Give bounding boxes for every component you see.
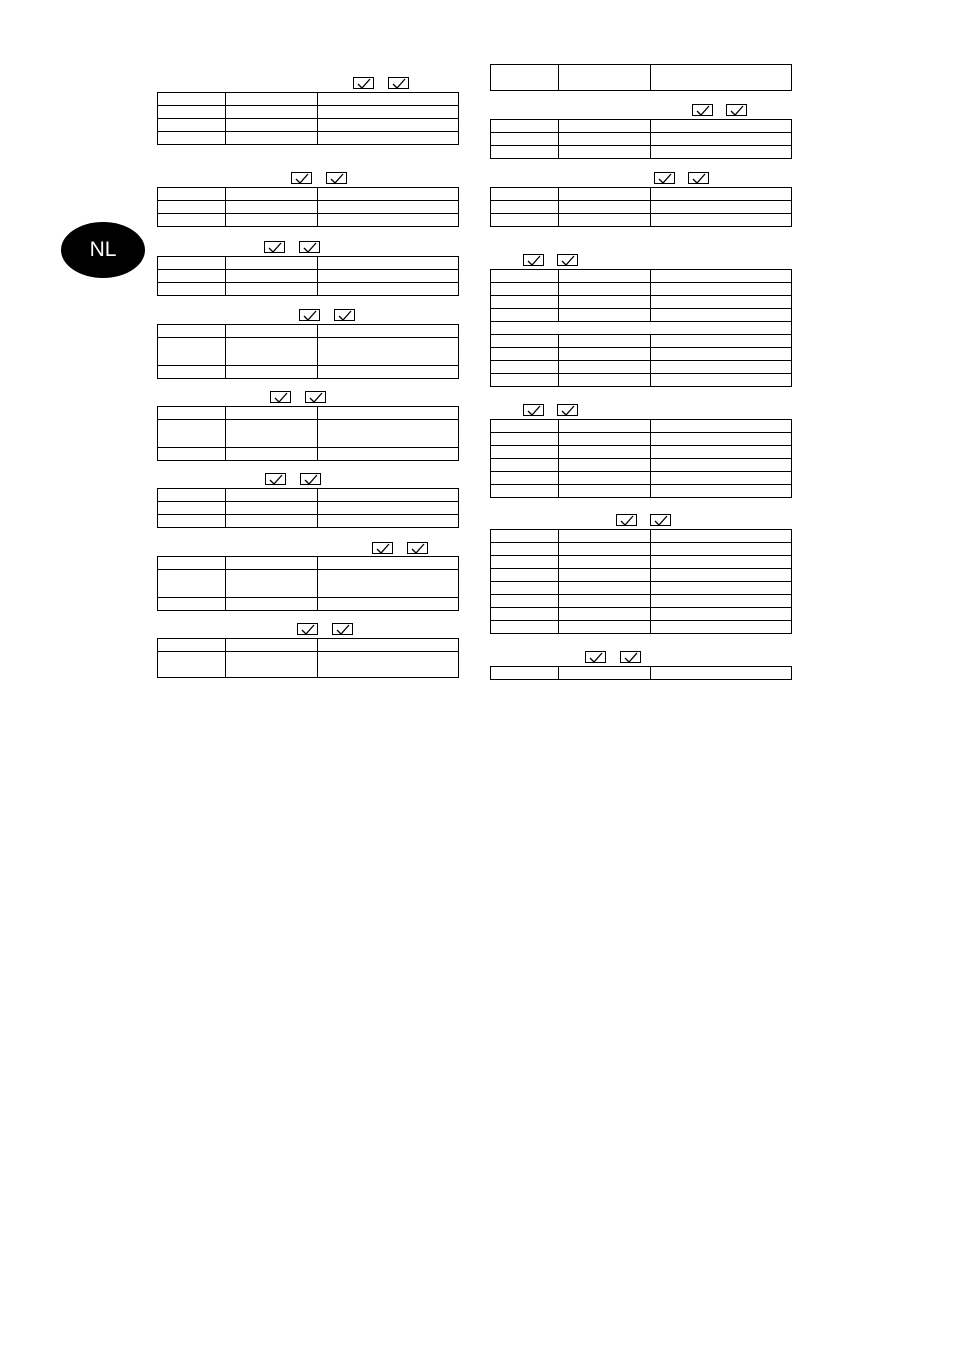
check-icon	[303, 310, 317, 321]
table-cell[interactable]	[559, 348, 651, 361]
table-cell[interactable]	[651, 446, 792, 459]
table-cell[interactable]	[559, 459, 651, 472]
table-cell[interactable]	[158, 366, 226, 379]
table-cell[interactable]	[491, 335, 559, 348]
table-cell[interactable]	[651, 65, 792, 91]
table-cell[interactable]	[651, 335, 792, 348]
table-row	[158, 201, 459, 214]
form-table-l4	[157, 324, 459, 379]
form-table-l2	[157, 187, 459, 227]
table-row	[491, 556, 792, 569]
table-row	[158, 366, 459, 379]
table-cell[interactable]	[318, 652, 459, 678]
table-cell[interactable]	[226, 598, 318, 611]
checkbox-l7-2[interactable]	[407, 542, 428, 554]
table-cell[interactable]	[226, 93, 318, 106]
table-cell[interactable]	[318, 93, 459, 106]
table-cell[interactable]	[158, 570, 226, 598]
table-row	[158, 448, 459, 461]
table-cell[interactable]	[226, 570, 318, 598]
form-table-r3	[490, 269, 792, 387]
table-row	[491, 582, 792, 595]
table-row	[491, 296, 792, 309]
table-cell[interactable]	[491, 270, 559, 283]
table-row	[491, 374, 792, 387]
checkbox-r5-2[interactable]	[650, 514, 671, 526]
check-icon	[730, 105, 744, 116]
checkbox-l3-2[interactable]	[299, 241, 320, 253]
table-cell[interactable]	[559, 530, 651, 543]
table-cell[interactable]	[158, 257, 226, 270]
table-cell[interactable]	[651, 146, 792, 159]
form-table-r0	[490, 64, 792, 91]
table-cell[interactable]	[651, 348, 792, 361]
table-row	[158, 106, 459, 119]
table-cell[interactable]	[318, 570, 459, 598]
table-cell[interactable]	[491, 374, 559, 387]
table-row	[491, 270, 792, 283]
table-cell[interactable]	[559, 420, 651, 433]
table-cell[interactable]	[651, 459, 792, 472]
table-cell[interactable]	[318, 338, 459, 366]
table-row	[158, 270, 459, 283]
check-icon	[269, 474, 283, 485]
table-cell[interactable]	[559, 485, 651, 498]
table-row	[491, 608, 792, 621]
table-cell[interactable]	[158, 214, 226, 227]
checkbox-l6-1[interactable]	[265, 473, 286, 485]
table-cell[interactable]	[491, 446, 559, 459]
table-row	[491, 621, 792, 634]
table-row	[158, 420, 459, 448]
table-cell[interactable]	[559, 472, 651, 485]
check-icon	[620, 515, 634, 526]
table-cell[interactable]	[559, 188, 651, 201]
table-cell[interactable]	[651, 283, 792, 296]
table-cell[interactable]	[158, 338, 226, 366]
check-icon	[624, 652, 638, 663]
form-table-r2	[490, 187, 792, 227]
table-cell[interactable]	[651, 120, 792, 133]
table-cell[interactable]	[318, 515, 459, 528]
table-cell[interactable]	[491, 582, 559, 595]
table-cell[interactable]	[226, 652, 318, 678]
check-icon	[303, 242, 317, 253]
checkbox-l4-1[interactable]	[299, 309, 320, 321]
table-cell[interactable]	[318, 270, 459, 283]
table-cell[interactable]	[318, 448, 459, 461]
table-cell[interactable]	[491, 296, 559, 309]
table-cell[interactable]	[491, 472, 559, 485]
table-row	[491, 667, 792, 680]
table-cell[interactable]	[491, 621, 559, 634]
table-row	[158, 338, 459, 366]
table-row	[491, 188, 792, 201]
table-cell[interactable]	[318, 119, 459, 132]
form-table-l5	[157, 406, 459, 461]
table-cell[interactable]	[158, 119, 226, 132]
table-cell[interactable]	[559, 543, 651, 556]
checkbox-l3-1[interactable]	[264, 241, 285, 253]
table-cell[interactable]	[318, 257, 459, 270]
table-cell[interactable]	[226, 515, 318, 528]
table-cell[interactable]	[559, 433, 651, 446]
table-cell[interactable]	[491, 667, 559, 680]
table-cell[interactable]	[491, 133, 559, 146]
table-row	[491, 322, 792, 335]
check-icon	[309, 392, 323, 403]
table-cell[interactable]	[226, 420, 318, 448]
check-icon	[561, 255, 575, 266]
table-cell[interactable]	[226, 325, 318, 338]
table-cell[interactable]	[226, 188, 318, 201]
table-cell[interactable]	[158, 325, 226, 338]
table-cell[interactable]	[158, 407, 226, 420]
checkbox-l2-2[interactable]	[326, 172, 347, 184]
table-cell[interactable]	[318, 420, 459, 448]
table-cell[interactable]	[491, 283, 559, 296]
table-cell[interactable]	[651, 420, 792, 433]
table-cell[interactable]	[158, 502, 226, 515]
check-icon	[304, 474, 318, 485]
table-cell[interactable]	[651, 270, 792, 283]
table-cell[interactable]	[651, 485, 792, 498]
table-cell[interactable]	[158, 132, 226, 145]
table-cell[interactable]	[318, 598, 459, 611]
table-row	[158, 639, 459, 652]
check-icon	[527, 405, 541, 416]
table-row	[158, 407, 459, 420]
table-cell[interactable]	[559, 621, 651, 634]
table-cell[interactable]	[226, 270, 318, 283]
table-cell[interactable]	[491, 459, 559, 472]
checkbox-r4-1[interactable]	[523, 404, 544, 416]
table-row	[158, 93, 459, 106]
table-cell[interactable]	[226, 502, 318, 515]
check-icon	[411, 543, 425, 554]
table-cell[interactable]	[318, 283, 459, 296]
table-cell[interactable]	[226, 448, 318, 461]
form-table-l1	[157, 92, 459, 145]
table-cell[interactable]	[559, 582, 651, 595]
check-icon	[338, 310, 352, 321]
table-cell[interactable]	[651, 530, 792, 543]
table-cell[interactable]	[226, 132, 318, 145]
table-cell[interactable]	[651, 621, 792, 634]
check-icon	[376, 543, 390, 554]
table-cell[interactable]	[491, 543, 559, 556]
table-cell[interactable]	[226, 639, 318, 652]
checkbox-l6-2[interactable]	[300, 473, 321, 485]
check-icon	[392, 78, 406, 89]
table-cell[interactable]	[559, 374, 651, 387]
table-cell[interactable]	[559, 201, 651, 214]
table-row	[491, 433, 792, 446]
check-icon	[561, 405, 575, 416]
table-row	[491, 420, 792, 433]
table-cell[interactable]	[318, 557, 459, 570]
table-cell[interactable]	[226, 366, 318, 379]
table-cell[interactable]	[559, 283, 651, 296]
table-cell[interactable]	[491, 120, 559, 133]
table-cell[interactable]	[158, 270, 226, 283]
table-cell[interactable]	[559, 309, 651, 322]
form-table-l3	[157, 256, 459, 296]
checkbox-l4-2[interactable]	[334, 309, 355, 321]
checkbox-l5-2[interactable]	[305, 391, 326, 403]
table-cell[interactable]	[491, 348, 559, 361]
table-row	[158, 598, 459, 611]
table-cell[interactable]	[158, 93, 226, 106]
checkbox-l2-1[interactable]	[291, 172, 312, 184]
table-cell[interactable]	[158, 557, 226, 570]
table-cell[interactable]	[318, 489, 459, 502]
table-cell[interactable]	[158, 283, 226, 296]
table-cell[interactable]	[226, 214, 318, 227]
table-cell[interactable]	[559, 335, 651, 348]
table-cell[interactable]	[491, 433, 559, 446]
table-cell[interactable]	[651, 543, 792, 556]
table-cell[interactable]	[158, 598, 226, 611]
table-cell[interactable]	[559, 608, 651, 621]
checkbox-r5-1[interactable]	[616, 514, 637, 526]
checkbox-l8-1[interactable]	[297, 623, 318, 635]
table-row	[158, 257, 459, 270]
table-row	[491, 485, 792, 498]
checkbox-r4-2[interactable]	[557, 404, 578, 416]
check-icon	[658, 173, 672, 184]
table-cell[interactable]	[651, 133, 792, 146]
form-table-l8	[157, 638, 459, 678]
table-cell[interactable]	[226, 119, 318, 132]
table-cell[interactable]	[158, 201, 226, 214]
table-cell[interactable]	[491, 556, 559, 569]
form-table-l6	[157, 488, 459, 528]
table-row	[491, 361, 792, 374]
checkbox-l8-2[interactable]	[332, 623, 353, 635]
check-icon	[301, 624, 315, 635]
table-row	[491, 120, 792, 133]
table-row	[158, 132, 459, 145]
checkbox-r1-1[interactable]	[692, 104, 713, 116]
checkbox-r1-2[interactable]	[726, 104, 747, 116]
table-row	[491, 335, 792, 348]
table-cell[interactable]	[158, 188, 226, 201]
table-cell[interactable]	[559, 569, 651, 582]
table-row	[491, 459, 792, 472]
table-cell[interactable]	[158, 420, 226, 448]
table-cell[interactable]	[651, 472, 792, 485]
check-icon	[696, 105, 710, 116]
table-cell[interactable]	[318, 214, 459, 227]
table-cell[interactable]	[651, 361, 792, 374]
checkbox-r2-1[interactable]	[654, 172, 675, 184]
check-icon	[268, 242, 282, 253]
table-cell[interactable]	[158, 448, 226, 461]
table-cell[interactable]	[559, 446, 651, 459]
table-cell[interactable]	[651, 201, 792, 214]
table-cell[interactable]	[491, 322, 792, 335]
table-row	[491, 214, 792, 227]
table-cell[interactable]	[491, 146, 559, 159]
language-badge-label: NL	[89, 238, 117, 261]
table-cell[interactable]	[651, 374, 792, 387]
table-cell[interactable]	[226, 106, 318, 119]
table-cell[interactable]	[651, 667, 792, 680]
check-icon	[357, 78, 371, 89]
table-cell[interactable]	[559, 214, 651, 227]
table-row	[158, 188, 459, 201]
table-row	[491, 348, 792, 361]
table-row	[158, 502, 459, 515]
table-row	[158, 489, 459, 502]
table-cell[interactable]	[491, 530, 559, 543]
form-table-r4	[490, 419, 792, 498]
table-cell[interactable]	[318, 502, 459, 515]
checkbox-l1-2[interactable]	[388, 77, 409, 89]
table-row	[491, 65, 792, 91]
table-cell[interactable]	[491, 595, 559, 608]
table-cell[interactable]	[318, 106, 459, 119]
table-cell[interactable]	[318, 201, 459, 214]
table-row	[491, 309, 792, 322]
table-cell[interactable]	[491, 309, 559, 322]
table-cell[interactable]	[226, 338, 318, 366]
table-row	[491, 530, 792, 543]
table-row	[491, 133, 792, 146]
table-cell[interactable]	[651, 556, 792, 569]
table-cell[interactable]	[491, 420, 559, 433]
table-cell[interactable]	[651, 582, 792, 595]
table-cell[interactable]	[158, 639, 226, 652]
table-cell[interactable]	[226, 201, 318, 214]
language-badge	[61, 222, 145, 278]
table-cell[interactable]	[491, 188, 559, 201]
table-cell[interactable]	[318, 188, 459, 201]
table-cell[interactable]	[491, 214, 559, 227]
table-cell[interactable]	[651, 296, 792, 309]
table-row	[158, 570, 459, 598]
table-cell[interactable]	[158, 489, 226, 502]
form-table-r6	[490, 666, 792, 680]
table-cell[interactable]	[318, 132, 459, 145]
check-icon	[589, 652, 603, 663]
table-cell[interactable]	[651, 309, 792, 322]
table-cell[interactable]	[651, 569, 792, 582]
table-cell[interactable]	[491, 65, 559, 91]
table-cell[interactable]	[559, 65, 651, 91]
table-cell[interactable]	[651, 214, 792, 227]
table-row	[491, 283, 792, 296]
table-row	[491, 595, 792, 608]
table-cell[interactable]	[318, 639, 459, 652]
check-icon	[654, 515, 668, 526]
checkbox-r6-1[interactable]	[585, 651, 606, 663]
form-table-r5	[490, 529, 792, 634]
table-cell[interactable]	[651, 608, 792, 621]
table-cell[interactable]	[491, 608, 559, 621]
checkbox-r3-2[interactable]	[557, 254, 578, 266]
checkbox-l1-1[interactable]	[353, 77, 374, 89]
check-icon	[295, 173, 309, 184]
table-cell[interactable]	[158, 515, 226, 528]
table-cell[interactable]	[559, 270, 651, 283]
table-cell[interactable]	[226, 283, 318, 296]
table-cell[interactable]	[491, 485, 559, 498]
checkbox-r6-2[interactable]	[620, 651, 641, 663]
table-cell[interactable]	[491, 201, 559, 214]
check-icon	[527, 255, 541, 266]
table-cell[interactable]	[559, 120, 651, 133]
table-row	[158, 119, 459, 132]
table-row	[158, 515, 459, 528]
table-cell[interactable]	[491, 569, 559, 582]
table-row	[158, 214, 459, 227]
table-row	[158, 283, 459, 296]
table-cell[interactable]	[559, 133, 651, 146]
table-cell[interactable]	[491, 361, 559, 374]
table-cell[interactable]	[226, 257, 318, 270]
table-row	[491, 201, 792, 214]
table-cell[interactable]	[158, 652, 226, 678]
table-row	[491, 569, 792, 582]
checkbox-l5-1[interactable]	[270, 391, 291, 403]
table-cell[interactable]	[318, 366, 459, 379]
checkbox-r2-2[interactable]	[688, 172, 709, 184]
checkbox-r3-1[interactable]	[523, 254, 544, 266]
table-row	[491, 446, 792, 459]
table-cell[interactable]	[226, 489, 318, 502]
form-table-r1	[490, 119, 792, 159]
table-cell[interactable]	[559, 361, 651, 374]
check-icon	[336, 624, 350, 635]
table-row	[491, 146, 792, 159]
check-icon	[330, 173, 344, 184]
table-row	[158, 557, 459, 570]
table-cell[interactable]	[559, 146, 651, 159]
table-row	[491, 472, 792, 485]
table-cell[interactable]	[559, 667, 651, 680]
table-cell[interactable]	[651, 188, 792, 201]
table-cell[interactable]	[559, 556, 651, 569]
table-cell[interactable]	[651, 433, 792, 446]
table-cell[interactable]	[559, 296, 651, 309]
table-row	[158, 325, 459, 338]
table-cell[interactable]	[158, 106, 226, 119]
table-cell[interactable]	[318, 407, 459, 420]
table-cell[interactable]	[651, 595, 792, 608]
checkbox-l7-1[interactable]	[372, 542, 393, 554]
table-cell[interactable]	[226, 407, 318, 420]
table-cell[interactable]	[559, 595, 651, 608]
check-icon	[692, 173, 706, 184]
check-icon	[274, 392, 288, 403]
table-cell[interactable]	[318, 325, 459, 338]
table-row	[158, 652, 459, 678]
table-row	[491, 543, 792, 556]
table-cell[interactable]	[226, 557, 318, 570]
form-table-l7	[157, 556, 459, 611]
